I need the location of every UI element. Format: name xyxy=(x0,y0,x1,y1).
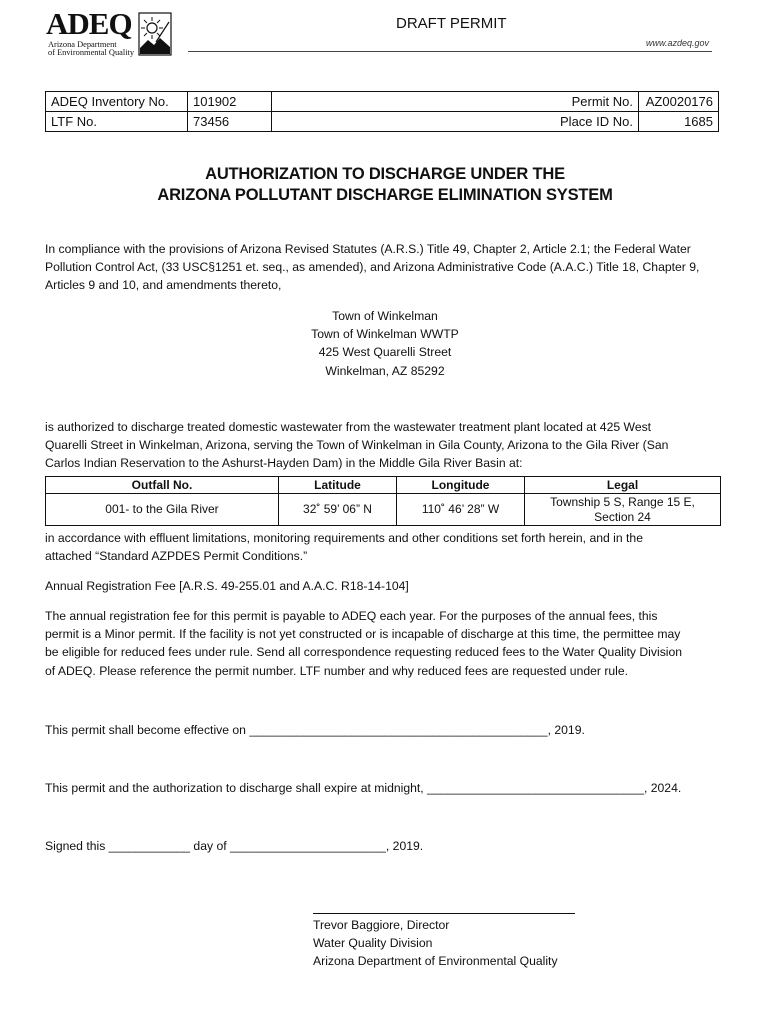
expiration-date-line: This permit and the authorization to discharge shall expire at midnight, ________________________________, 2024. xyxy=(45,781,682,795)
page-title: AUTHORIZATION TO DISCHARGE UNDER THE ARIZONA POLLUTANT DISCHARGE ELIMINATION SYSTEM xyxy=(157,165,613,204)
place-label: Place ID No. xyxy=(272,112,639,132)
longitude-cell: 110˚ 46’ 28” W xyxy=(397,494,525,526)
sun-landscape-icon xyxy=(138,12,172,56)
draft-permit-title: DRAFT PERMIT xyxy=(396,15,507,32)
table-row xyxy=(46,92,719,112)
header-divider xyxy=(188,51,712,52)
inventory-value: 101902 xyxy=(188,92,272,112)
header-longitude: Longitude xyxy=(397,477,525,494)
permit-id-table xyxy=(45,91,719,132)
website-link[interactable]: www.azdeq.gov xyxy=(646,38,710,48)
signatory-division: Water Quality Division xyxy=(313,936,433,950)
permit-value: AZ0020176 xyxy=(639,92,719,112)
signed-date-line: Signed this ____________ day of _______________________, 2019. xyxy=(45,839,424,853)
permittee-address: Town of Winkelman Town of Winkelman WWTP 425 West Quarelli Street Winkelman, AZ 85292 xyxy=(311,309,459,378)
place-value: 1685 xyxy=(639,112,719,132)
logo-wordmark: ADEQ xyxy=(46,6,132,41)
header-latitude: Latitude xyxy=(279,477,397,494)
legal-cell: Township 5 S, Range 15 E, Section 24 xyxy=(525,494,721,526)
signature-line xyxy=(313,913,575,914)
compliance-paragraph: In compliance with the provisions of Arizona Revised Statutes (A.R.S.) Title 49, Chapter 2, Article 2.1; the Federal Water Pollution Control Act, (33 USC§1251 et. seq., as amended), and Arizona Administrative Code (A.A.C.) Title 18, Chapter 9, Articles 9 and 10, and amendments thereto, xyxy=(45,242,700,293)
signatory-name: Trevor Baggiore, Director xyxy=(313,918,450,932)
latitude-cell: 32˚ 59’ 06” N xyxy=(279,494,397,526)
table-row xyxy=(46,494,721,526)
outfall-cell: 001- to the Gila River xyxy=(46,494,279,526)
outfall-table xyxy=(45,476,721,526)
authorization-paragraph: is authorized to discharge treated domestic wastewater from the wastewater treatment plant located at 425 West Quarelli Street in Winkelman, Arizona, serving the Town of Winkelman in Gila County, Arizona to the Gila River (San Carlos Indian Reservation to the Ashurst-Hayden Dam) in the Middle Gila River Basin at: xyxy=(45,420,669,471)
table-header-row xyxy=(46,477,721,494)
fee-paragraph: The annual registration fee for this permit is payable to ADEQ each year. For the purposes of the annual fees, this permit is a Minor permit. If the facility is not yet constructed or is incapable of discharge at this time, the permittee may be eligible for reduced fees under rule. Send all correspondence requesting reduced fees to the Water Quality Division of ADEQ. Please reference the permit number. LTF number and why reduced fees are requested under rule. xyxy=(45,609,683,678)
header-outfall: Outfall No. xyxy=(46,477,279,494)
signatory-agency: Arizona Department of Environmental Quality xyxy=(313,954,558,968)
permit-label: Permit No. xyxy=(272,92,639,112)
effective-date-line: This permit shall become effective on ____________________________________________, 2019. xyxy=(45,723,585,737)
signature-block xyxy=(313,916,558,970)
ltf-value: 73456 xyxy=(188,112,272,132)
accordance-paragraph: in accordance with effluent limitations, monitoring requirements and other conditions set forth herein, and in the attached “Standard AZPDES Permit Conditions.” xyxy=(45,531,643,564)
inventory-label: ADEQ Inventory No. xyxy=(46,92,188,112)
table-row xyxy=(46,112,719,132)
adeq-logo xyxy=(46,6,174,58)
logo-subtitle: Arizona Department of Environmental Quality xyxy=(48,40,135,57)
header-legal: Legal xyxy=(525,477,721,494)
fee-heading: Annual Registration Fee [A.R.S. 49-255.01 and A.A.C. R18-14-104] xyxy=(45,579,409,593)
ltf-label: LTF No. xyxy=(46,112,188,132)
